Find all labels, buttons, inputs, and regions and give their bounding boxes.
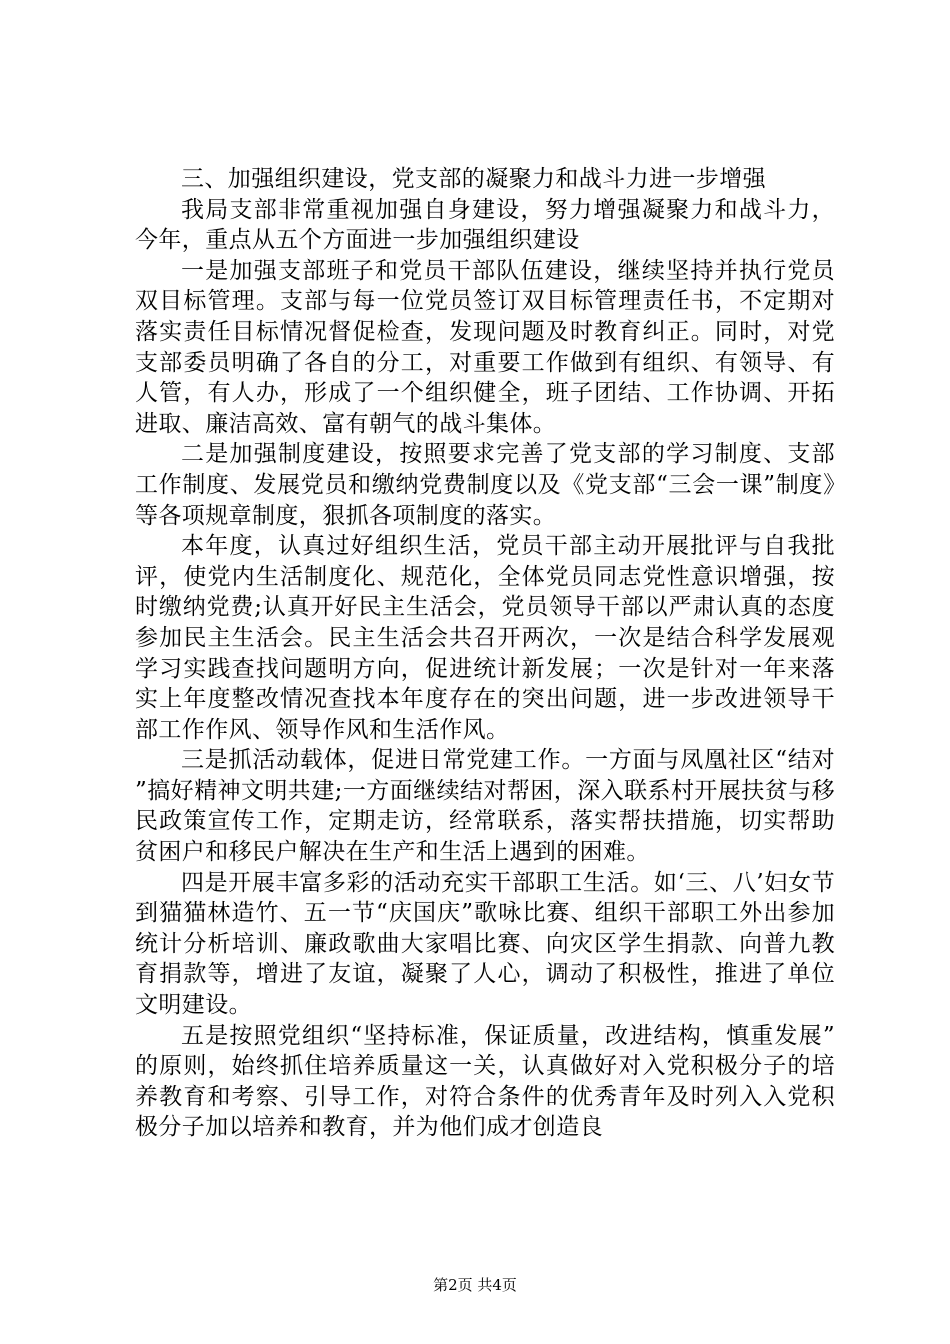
paragraph-annual: 本年度，认真过好组织生活，党员干部主动开展批评与自我批评，使党内生活制度化、规范化，全体党员同志党性意识增强，按时缴纳党费;认真开好民主生活会，党员领导干部以严肃认真的态度参加民主生活会。民主生活会共召开两次，一次是结合科学发展观学习实践查找问题明方向，促进统计新发展；一次是针对一年来落实上年度整改情况查找本年度存在的突出问题，进一步改进领导干部工作作风、领导作风和生活作风。	[135, 533, 835, 743]
paragraph-item-2: 二是加强制度建设，按照要求完善了党支部的学习制度、支部工作制度、发展党员和缴纳党费制度以及《党支部“三会一课”制度》等各项规章制度，狠抓各项制度的落实。	[135, 441, 835, 529]
page-number-footer: 第2页 共4页	[433, 1276, 517, 1294]
paragraph-item-4: 四是开展丰富多彩的活动充实干部职工生活。如‘三、八’妇女节到猫猫林造竹、五一节“庆国庆”歌咏比赛、组织干部职工外出参加统计分析培训、廉政歌曲大家唱比赛、向灾区学生捐款、向普九教育捐款等，增进了友谊，凝聚了人心，调动了积极性，推进了单位文明建设。	[135, 869, 835, 1019]
section-heading: 三、加强组织建设，党支部的凝聚力和战斗力进一步增强	[181, 166, 766, 192]
document-body	[135, 164, 835, 1143]
paragraph-item-3: 三是抓活动载体，促进日常党建工作。一方面与凤凰社区“结对”搞好精神文明共建;一方面继续结对帮困，深入联系村开展扶贫与移民政策宣传工作，定期走访，经常联系，落实帮扶措施，切实帮助贫困户和移民户解决在生产和生活上遇到的困难。	[135, 747, 835, 866]
paragraph-item-1: 一是加强支部班子和党员干部队伍建设，继续坚持并执行党员双目标管理。支部与每一位党员签订双目标管理责任书，不定期对落实责任目标情况督促检查，发现问题及时教育纠正。同时，对党支部委员明确了各自的分工，对重要工作做到有组织、有领导、有人管，有人办，形成了一个组织健全，班子团结、工作协调、开拓进取、廉洁高效、富有朝气的战斗集体。	[135, 257, 835, 437]
paragraph-intro: 我局支部非常重视加强自身建设，努力增强凝聚力和战斗力，今年，重点从五个方面进一步加强组织建设	[135, 196, 835, 254]
paragraph-item-5: 五是按照党组织“坚持标准，保证质量，改进结构，慎重发展”的原则，始终抓住培养质量这一关，认真做好对入党积极分子的培养教育和考察、引导工作，对符合条件的优秀青年及时列入入党积极分子加以培养和教育，并为他们成才创造良	[135, 1022, 835, 1141]
